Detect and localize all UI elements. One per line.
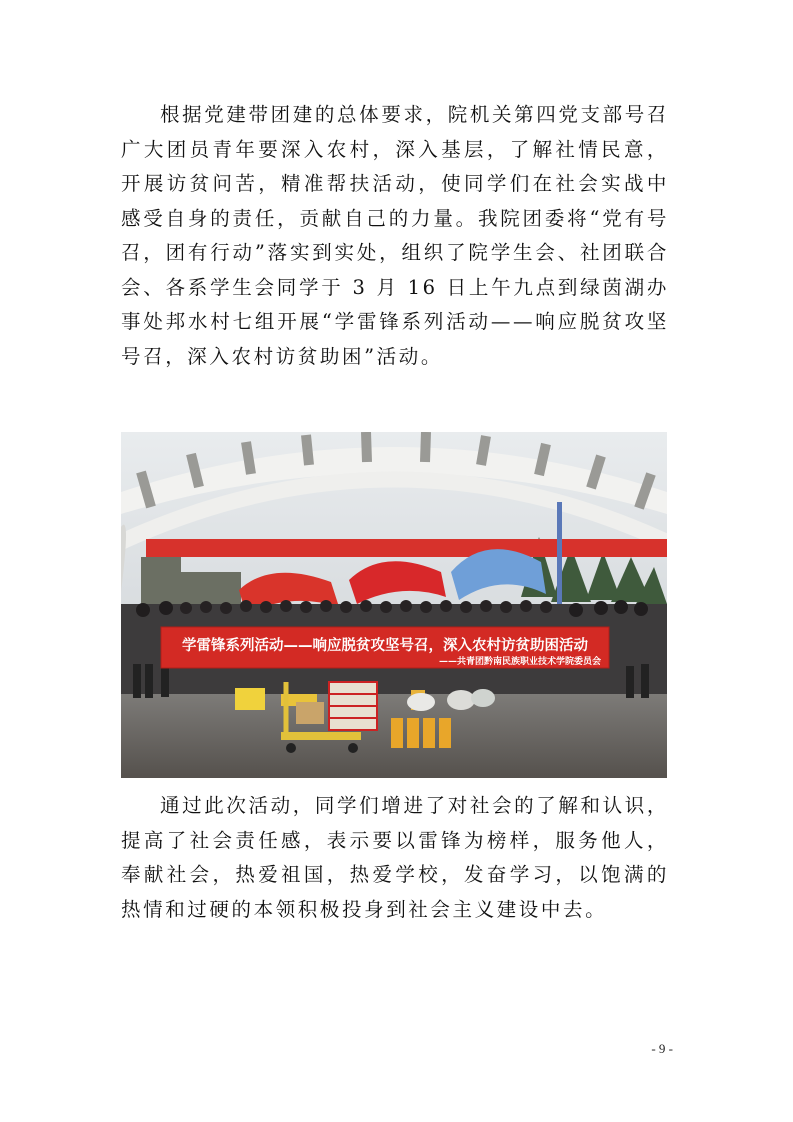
page-number: - 9 - [651,1041,673,1056]
body-paragraph-1: 根据党建带团建的总体要求，院机关第四党支部号召广大团员青年要深入农村，深入基层，了解社情民意，开展访贫问苦，精准帮扶活动，使同学们在社会实战中感受自身的责任，贡献自己的力量。我院团委将“党有号召，团有行动”落实到实处，组织了院学生会、社团联合会、各系学生会同学于 3 月 16 日上午九点到绿茵湖办事处邦水村七组开展“学雷锋系列活动——响应脱贫攻坚号召，深入农村访贫助困”活动。 [121,103,669,368]
banner-main-text: 学雷锋系列活动——响应脱贫攻坚号召，深入农村访贫助困活动 [182,638,588,654]
banner-sub-text: ——共青团黔南民族职业技术学院委员会 [438,657,601,667]
activity-group-photo [121,432,667,778]
body-paragraph-2: 通过此次活动，同学们增进了对社会的了解和认识，提高了社会责任感，表示要以雷锋为榜样，服务他人，奉献社会，热爱祖国，热爱学校，发奋学习，以饱满的热情和过硬的本领积极投身到社会主义建设中去。 [121,794,669,921]
